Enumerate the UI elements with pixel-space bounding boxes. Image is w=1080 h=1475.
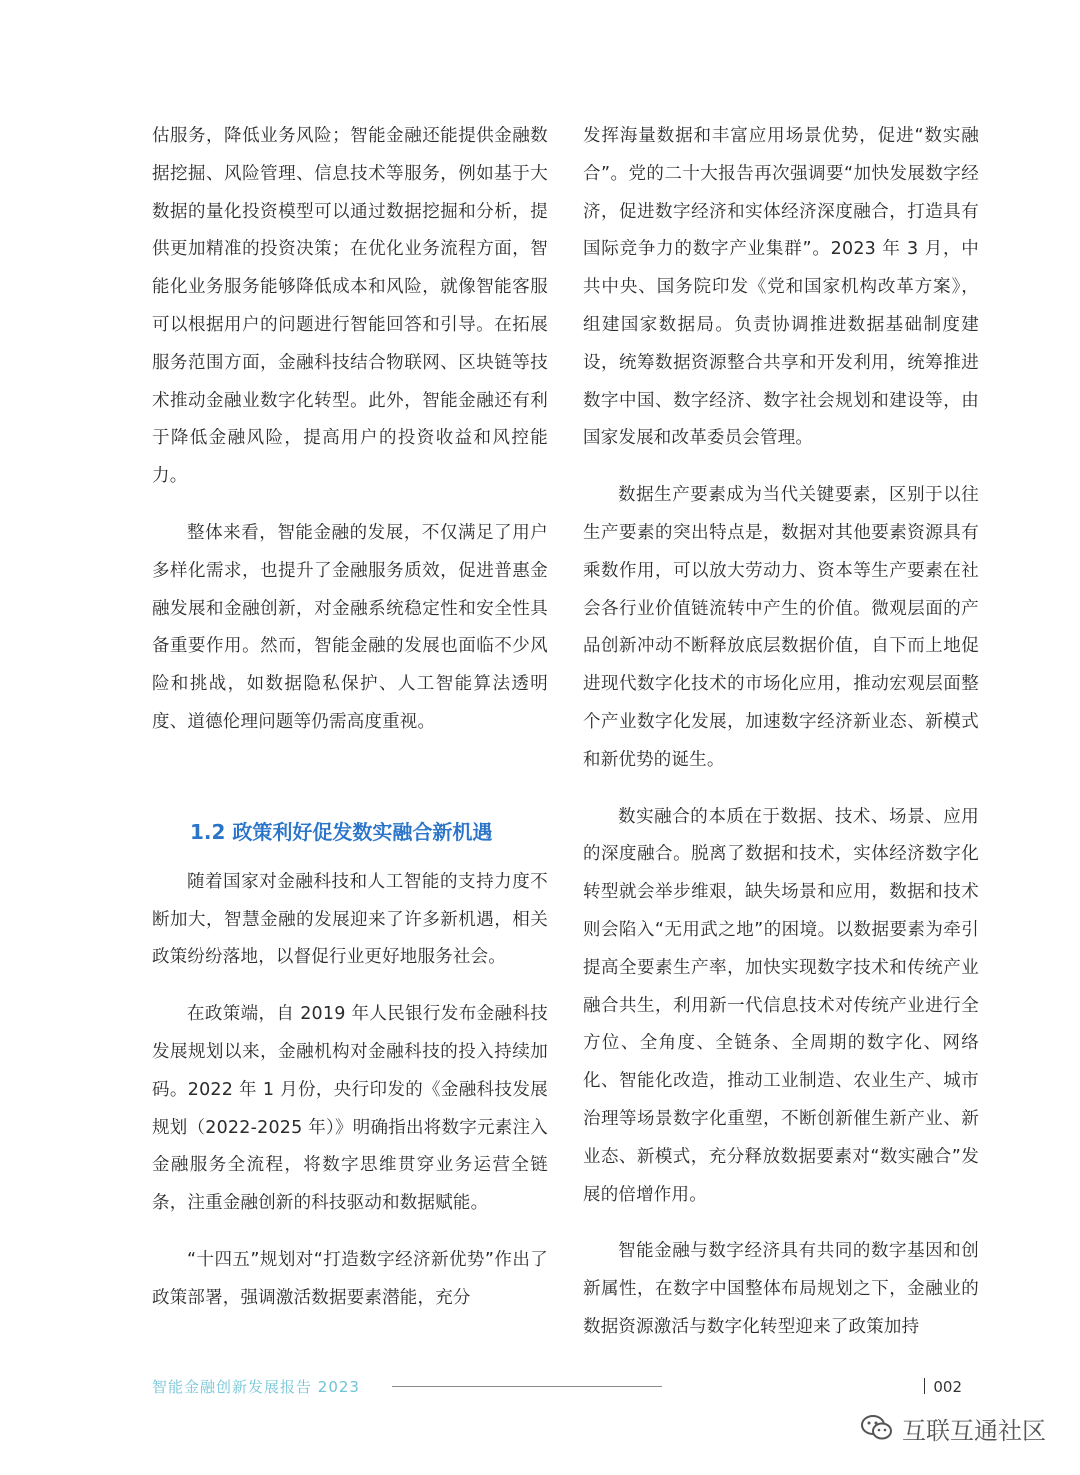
body-paragraph: 整体来看，智能金融的发展，不仅满足了用户多样化需求，也提升了金融服务质效，促进普惠金融发展和金融创新，对金融系统稳定性和安全性具备重要作用。然而，智能金融的发展也面临不少风险和挑战，如数据隐私保护、人工智能算法透明度、道德伦理问题等仍需高度重视。 [152,522,548,732]
footer-divider [392,1386,662,1387]
section-heading: 1.2 政策利好促发数实融合新机遇 [190,819,493,844]
body-paragraph: 随着国家对金融科技和人工智能的支持力度不断加大，智慧金融的发展迎来了许多新机遇，相关政策纷纷落地，以督促行业更好地服务社会。 [152,871,548,968]
page-number-bar [924,1378,925,1394]
page-number-value: 002 [933,1378,962,1396]
left-column [152,118,548,1337]
body-paragraph: 数据生产要素成为当代关键要素，区别于以往生产要素的突出特点是，数据对其他要素资源具有乘数作用，可以放大劳动力、资本等生产要素在社会各行业价值链流转中产生的价值。微观层面的产品创新冲动不断释放底层数据价值，自下而上地促进现代数字化技术的市场化应用，推动宏观层面整个产业数字化发展，加速数字经济新业态、新模式和新优势的诞生。 [583,485,979,770]
body-paragraph: 发挥海量数据和丰富应用场景优势，促进“数实融合”。党的二十大报告再次强调要“加快发展数字经济，促进数字经济和实体经济深度融合，打造具有国际竞争力的数字产业集群”。2023 年 3 月，中共中央、国务院印发《党和国家机构改革方案》，组建国家数据局。负责协调推进数据基础制度建设，统筹数据资源整合共享和开发利用，统筹推进数字中国、数字经济、数字社会规划和建设等，由国家发展和改革委员会管理。 [583,126,979,449]
footer-report-title: 智能金融创新发展报告 2023 [152,1378,360,1396]
wechat-icon [860,1413,894,1443]
page-footer [152,1374,978,1400]
body-paragraph: 数实融合的本质在于数据、技术、场景、应用的深度融合。脱离了数据和技术，实体经济数字化转型就会举步维艰，缺失场景和应用，数据和技术则会陷入“无用武之地”的困境。以数据要素为牵引提高全要素生产率，加快实现数字技术和传统产业融合共生，利用新一代信息技术对传统产业进行全方位、全角度、全链条、全周期的数字化、网络化、智能化改造，推动工业制造、农业生产、城市治理等场景数字化重塑，不断创新催生新产业、新业态、新模式，充分释放数据要素对“数实融合”发展的倍增作用。 [583,806,979,1205]
right-column [583,118,979,1366]
watermark [860,1410,1046,1446]
body-paragraph: “十四五”规划对“打造数字经济新优势”作出了政策部署，强调激活数据要素潜能，充分 [152,1249,548,1308]
body-paragraph: 在政策端，自 2019 年人民银行发布金融科技发展规划以来，金融机构对金融科技的投入持续加码。2022 年 1 月份，央行印发的《金融科技发展规划（2022-2025 年）》明确指出将数字元素注入金融服务全流程，将数字思维贯穿业务运营全链条，注重金融创新的科技驱动和数据赋能。 [152,1004,548,1214]
body-paragraph: 智能金融与数字经济具有共同的数字基因和创新属性，在数字中国整体布局规划之下，金融业的数据资源激活与数字化转型迎来了政策加持 [583,1241,979,1337]
body-paragraph: 估服务，降低业务风险；智能金融还能提供金融数据挖掘、风险管理、信息技术等服务，例如基于大数据的量化投资模型可以通过数据挖掘和分析，提供更加精准的投资决策；在优化业务流程方面，智能化业务服务能够降低成本和风险，就像智能客服可以根据用户的问题进行智能回答和引导。在拓展服务范围方面，金融科技结合物联网、区块链等技术推动金融业数字化转型。此外，智能金融还有利于降低金融风险，提高用户的投资收益和风控能力。 [152,126,548,487]
watermark-text: 互联互通社区 [902,1416,1046,1445]
page-number [924,1374,962,1400]
